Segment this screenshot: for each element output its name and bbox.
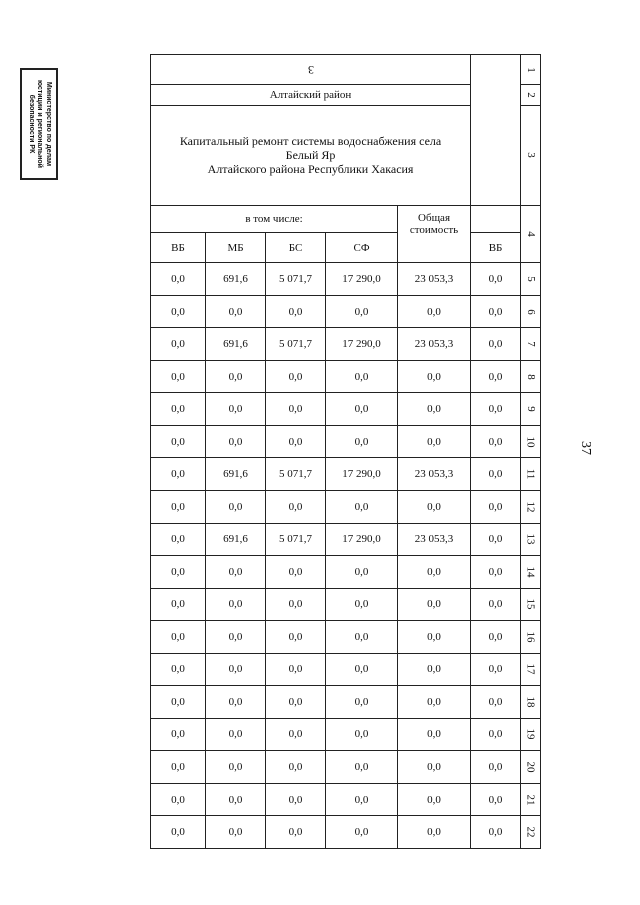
cell-vb: 0,0 xyxy=(151,718,206,751)
cell-bs: 0,0 xyxy=(266,751,326,784)
cell-total: 23 053,3 xyxy=(398,263,471,296)
cell-vb: 0,0 xyxy=(151,523,206,556)
cell-mb: 0,0 xyxy=(206,816,266,849)
blank-column-cell xyxy=(471,55,521,206)
header-index-cell xyxy=(151,55,471,85)
table-row xyxy=(151,816,541,849)
row-number-cell xyxy=(521,328,541,361)
cell-sf: 0,0 xyxy=(326,556,398,589)
table-row xyxy=(151,295,541,328)
cell-sf: 17 290,0 xyxy=(326,458,398,491)
cell-total: 0,0 xyxy=(398,556,471,589)
cell-vb2: 0,0 xyxy=(471,393,521,426)
cell-bs: 0,0 xyxy=(266,621,326,654)
cell-sf: 0,0 xyxy=(326,393,398,426)
page-number: 37 xyxy=(578,441,593,455)
row-number: 18 xyxy=(524,696,537,708)
cell-vb: 0,0 xyxy=(151,360,206,393)
cell-sf: 0,0 xyxy=(326,653,398,686)
cell-total: 0,0 xyxy=(398,783,471,816)
cell-bs: 0,0 xyxy=(266,556,326,589)
table-row xyxy=(151,588,541,621)
table-row xyxy=(151,523,541,556)
table-row xyxy=(151,263,541,296)
cell-mb: 691,6 xyxy=(206,328,266,361)
row-number-cell xyxy=(521,523,541,556)
cell-bs: 5 071,7 xyxy=(266,458,326,491)
cell-bs: 0,0 xyxy=(266,588,326,621)
row-number: 5 xyxy=(524,276,537,282)
cell-mb: 0,0 xyxy=(206,718,266,751)
row-number: 6 xyxy=(524,308,537,315)
row-number-cell: 4 xyxy=(521,205,541,263)
budget-table xyxy=(150,54,541,849)
cell-vb2: 0,0 xyxy=(471,621,521,654)
cell-vb2: 0,0 xyxy=(471,588,521,621)
column-header-sf: СФ xyxy=(326,232,398,262)
cell-total: 23 053,3 xyxy=(398,523,471,556)
cell-mb: 0,0 xyxy=(206,425,266,458)
table-row xyxy=(151,686,541,719)
cell-vb: 0,0 xyxy=(151,458,206,491)
cell-total: 0,0 xyxy=(398,490,471,523)
row-number-cell xyxy=(521,718,541,751)
cell-total: 0,0 xyxy=(398,393,471,426)
group-label: в том числе: xyxy=(151,205,398,232)
row-number-cell xyxy=(521,295,541,328)
stamp-text: Министерство по делам юстиции и региональной безопасности РК xyxy=(27,80,52,168)
cell-bs: 0,0 xyxy=(266,653,326,686)
project-title-line: Капитальный ремонт системы водоснабжения села xyxy=(179,134,442,149)
row-number-cell xyxy=(521,425,541,458)
row-number-cell xyxy=(521,816,541,849)
cell-vb2: 0,0 xyxy=(471,718,521,751)
cell-bs: 0,0 xyxy=(266,686,326,719)
table-row xyxy=(151,425,541,458)
table-body xyxy=(151,263,541,849)
cell-vb2: 0,0 xyxy=(471,263,521,296)
cell-vb2: 0,0 xyxy=(471,360,521,393)
table-row xyxy=(151,653,541,686)
cell-total: 0,0 xyxy=(398,686,471,719)
row-number-cell xyxy=(521,360,541,393)
cell-sf: 17 290,0 xyxy=(326,523,398,556)
district-name: Алтайский район xyxy=(151,85,471,105)
total-cost-header: Общая стоимость xyxy=(398,205,471,263)
cell-bs: 0,0 xyxy=(266,490,326,523)
cell-sf: 0,0 xyxy=(326,295,398,328)
cell-bs: 5 071,7 xyxy=(266,328,326,361)
cell-vb2: 0,0 xyxy=(471,686,521,719)
cell-sf: 0,0 xyxy=(326,425,398,458)
cell-sf: 0,0 xyxy=(326,816,398,849)
table-row xyxy=(151,751,541,784)
cell-total: 0,0 xyxy=(398,653,471,686)
cell-vb2: 0,0 xyxy=(471,653,521,686)
row-number: 17 xyxy=(524,663,537,675)
cell-mb: 0,0 xyxy=(206,360,266,393)
cell-bs: 0,0 xyxy=(266,816,326,849)
cell-mb: 0,0 xyxy=(206,653,266,686)
cell-vb2: 0,0 xyxy=(471,816,521,849)
table-row xyxy=(151,718,541,751)
cell-bs: 0,0 xyxy=(266,783,326,816)
row-number-cell xyxy=(521,686,541,719)
row-number-cell xyxy=(521,393,541,426)
cell-vb2: 0,0 xyxy=(471,295,521,328)
column-header-bs: БС xyxy=(266,232,326,262)
cell-total: 0,0 xyxy=(398,588,471,621)
row-number: 22 xyxy=(524,826,537,838)
cell-vb: 0,0 xyxy=(151,295,206,328)
row-number-cell xyxy=(521,751,541,784)
blank-header-cell xyxy=(471,205,521,232)
cell-vb: 0,0 xyxy=(151,328,206,361)
cell-vb: 0,0 xyxy=(151,588,206,621)
row-number-cell: 1 xyxy=(521,55,541,85)
cell-mb: 691,6 xyxy=(206,523,266,556)
row-number: 20 xyxy=(524,761,537,773)
cell-sf: 0,0 xyxy=(326,490,398,523)
column-header-vb2: ВБ xyxy=(471,232,521,262)
cell-total: 23 053,3 xyxy=(398,458,471,491)
cell-vb: 0,0 xyxy=(151,686,206,719)
cell-sf: 17 290,0 xyxy=(326,328,398,361)
cell-vb2: 0,0 xyxy=(471,523,521,556)
cell-vb: 0,0 xyxy=(151,783,206,816)
row-number: 16 xyxy=(524,631,537,643)
header-index: 3 xyxy=(307,63,314,78)
cell-bs: 0,0 xyxy=(266,718,326,751)
cell-vb2: 0,0 xyxy=(471,328,521,361)
table-row xyxy=(151,490,541,523)
cell-bs: 0,0 xyxy=(266,393,326,426)
cell-total: 0,0 xyxy=(398,621,471,654)
row-number-cell xyxy=(521,556,541,589)
cell-total: 0,0 xyxy=(398,718,471,751)
table-row xyxy=(151,360,541,393)
cell-sf: 0,0 xyxy=(326,588,398,621)
registration-stamp xyxy=(20,68,58,180)
cell-mb: 0,0 xyxy=(206,783,266,816)
project-title-line: Белый Яр xyxy=(285,148,336,163)
cell-vb: 0,0 xyxy=(151,393,206,426)
column-header-vb: ВБ xyxy=(151,232,206,262)
cell-total: 0,0 xyxy=(398,360,471,393)
table-row xyxy=(151,621,541,654)
cell-vb: 0,0 xyxy=(151,490,206,523)
table-row xyxy=(151,458,541,491)
cell-sf: 0,0 xyxy=(326,360,398,393)
row-number-cell: 2 xyxy=(521,85,541,105)
cell-total: 0,0 xyxy=(398,816,471,849)
cell-bs: 0,0 xyxy=(266,425,326,458)
row-number-cell xyxy=(521,653,541,686)
cell-bs: 5 071,7 xyxy=(266,523,326,556)
table-row xyxy=(151,328,541,361)
table-row xyxy=(151,393,541,426)
project-title xyxy=(151,105,471,205)
cell-total: 0,0 xyxy=(398,425,471,458)
cell-bs: 5 071,7 xyxy=(266,263,326,296)
cell-mb: 0,0 xyxy=(206,751,266,784)
cell-vb: 0,0 xyxy=(151,653,206,686)
cell-mb: 0,0 xyxy=(206,588,266,621)
cell-mb: 0,0 xyxy=(206,295,266,328)
table-row xyxy=(151,556,541,589)
project-title-line: Алтайского района Республики Хакасия xyxy=(207,162,414,177)
cell-vb: 0,0 xyxy=(151,816,206,849)
row-number: 13 xyxy=(524,533,537,545)
cell-total: 0,0 xyxy=(398,295,471,328)
cell-vb: 0,0 xyxy=(151,425,206,458)
row-number: 21 xyxy=(524,794,537,806)
row-number-cell xyxy=(521,588,541,621)
cell-total: 23 053,3 xyxy=(398,328,471,361)
row-number-cell xyxy=(521,458,541,491)
cell-sf: 0,0 xyxy=(326,621,398,654)
row-number: 12 xyxy=(524,501,537,513)
row-number-cell xyxy=(521,621,541,654)
row-number-cell xyxy=(521,783,541,816)
table-row xyxy=(151,783,541,816)
cell-total: 0,0 xyxy=(398,751,471,784)
cell-mb: 0,0 xyxy=(206,393,266,426)
cell-mb: 691,6 xyxy=(206,458,266,491)
cell-sf: 0,0 xyxy=(326,718,398,751)
cell-bs: 0,0 xyxy=(266,295,326,328)
cell-vb: 0,0 xyxy=(151,751,206,784)
cell-vb: 0,0 xyxy=(151,621,206,654)
cell-mb: 0,0 xyxy=(206,556,266,589)
cell-vb2: 0,0 xyxy=(471,458,521,491)
row-number: 11 xyxy=(524,468,537,480)
cell-mb: 0,0 xyxy=(206,621,266,654)
cell-vb: 0,0 xyxy=(151,556,206,589)
cell-mb: 0,0 xyxy=(206,490,266,523)
cell-vb2: 0,0 xyxy=(471,556,521,589)
row-number: 15 xyxy=(524,598,537,610)
row-number: 14 xyxy=(524,566,537,578)
cell-sf: 0,0 xyxy=(326,751,398,784)
cell-vb2: 0,0 xyxy=(471,783,521,816)
row-number: 10 xyxy=(524,436,537,448)
row-number-cell xyxy=(521,490,541,523)
row-number-cell xyxy=(521,263,541,296)
row-number-cell: 3 xyxy=(521,105,541,205)
cell-sf: 17 290,0 xyxy=(326,263,398,296)
cell-mb: 691,6 xyxy=(206,263,266,296)
cell-sf: 0,0 xyxy=(326,783,398,816)
cell-vb2: 0,0 xyxy=(471,490,521,523)
row-number: 9 xyxy=(524,406,537,412)
cell-bs: 0,0 xyxy=(266,360,326,393)
column-header-mb: МБ xyxy=(206,232,266,262)
cell-vb2: 0,0 xyxy=(471,751,521,784)
cell-vb: 0,0 xyxy=(151,263,206,296)
cell-vb2: 0,0 xyxy=(471,425,521,458)
cell-sf: 0,0 xyxy=(326,686,398,719)
table-header xyxy=(151,55,541,263)
row-number: 7 xyxy=(524,341,537,347)
row-number: 19 xyxy=(524,728,537,740)
row-number: 8 xyxy=(524,373,537,380)
cell-mb: 0,0 xyxy=(206,686,266,719)
